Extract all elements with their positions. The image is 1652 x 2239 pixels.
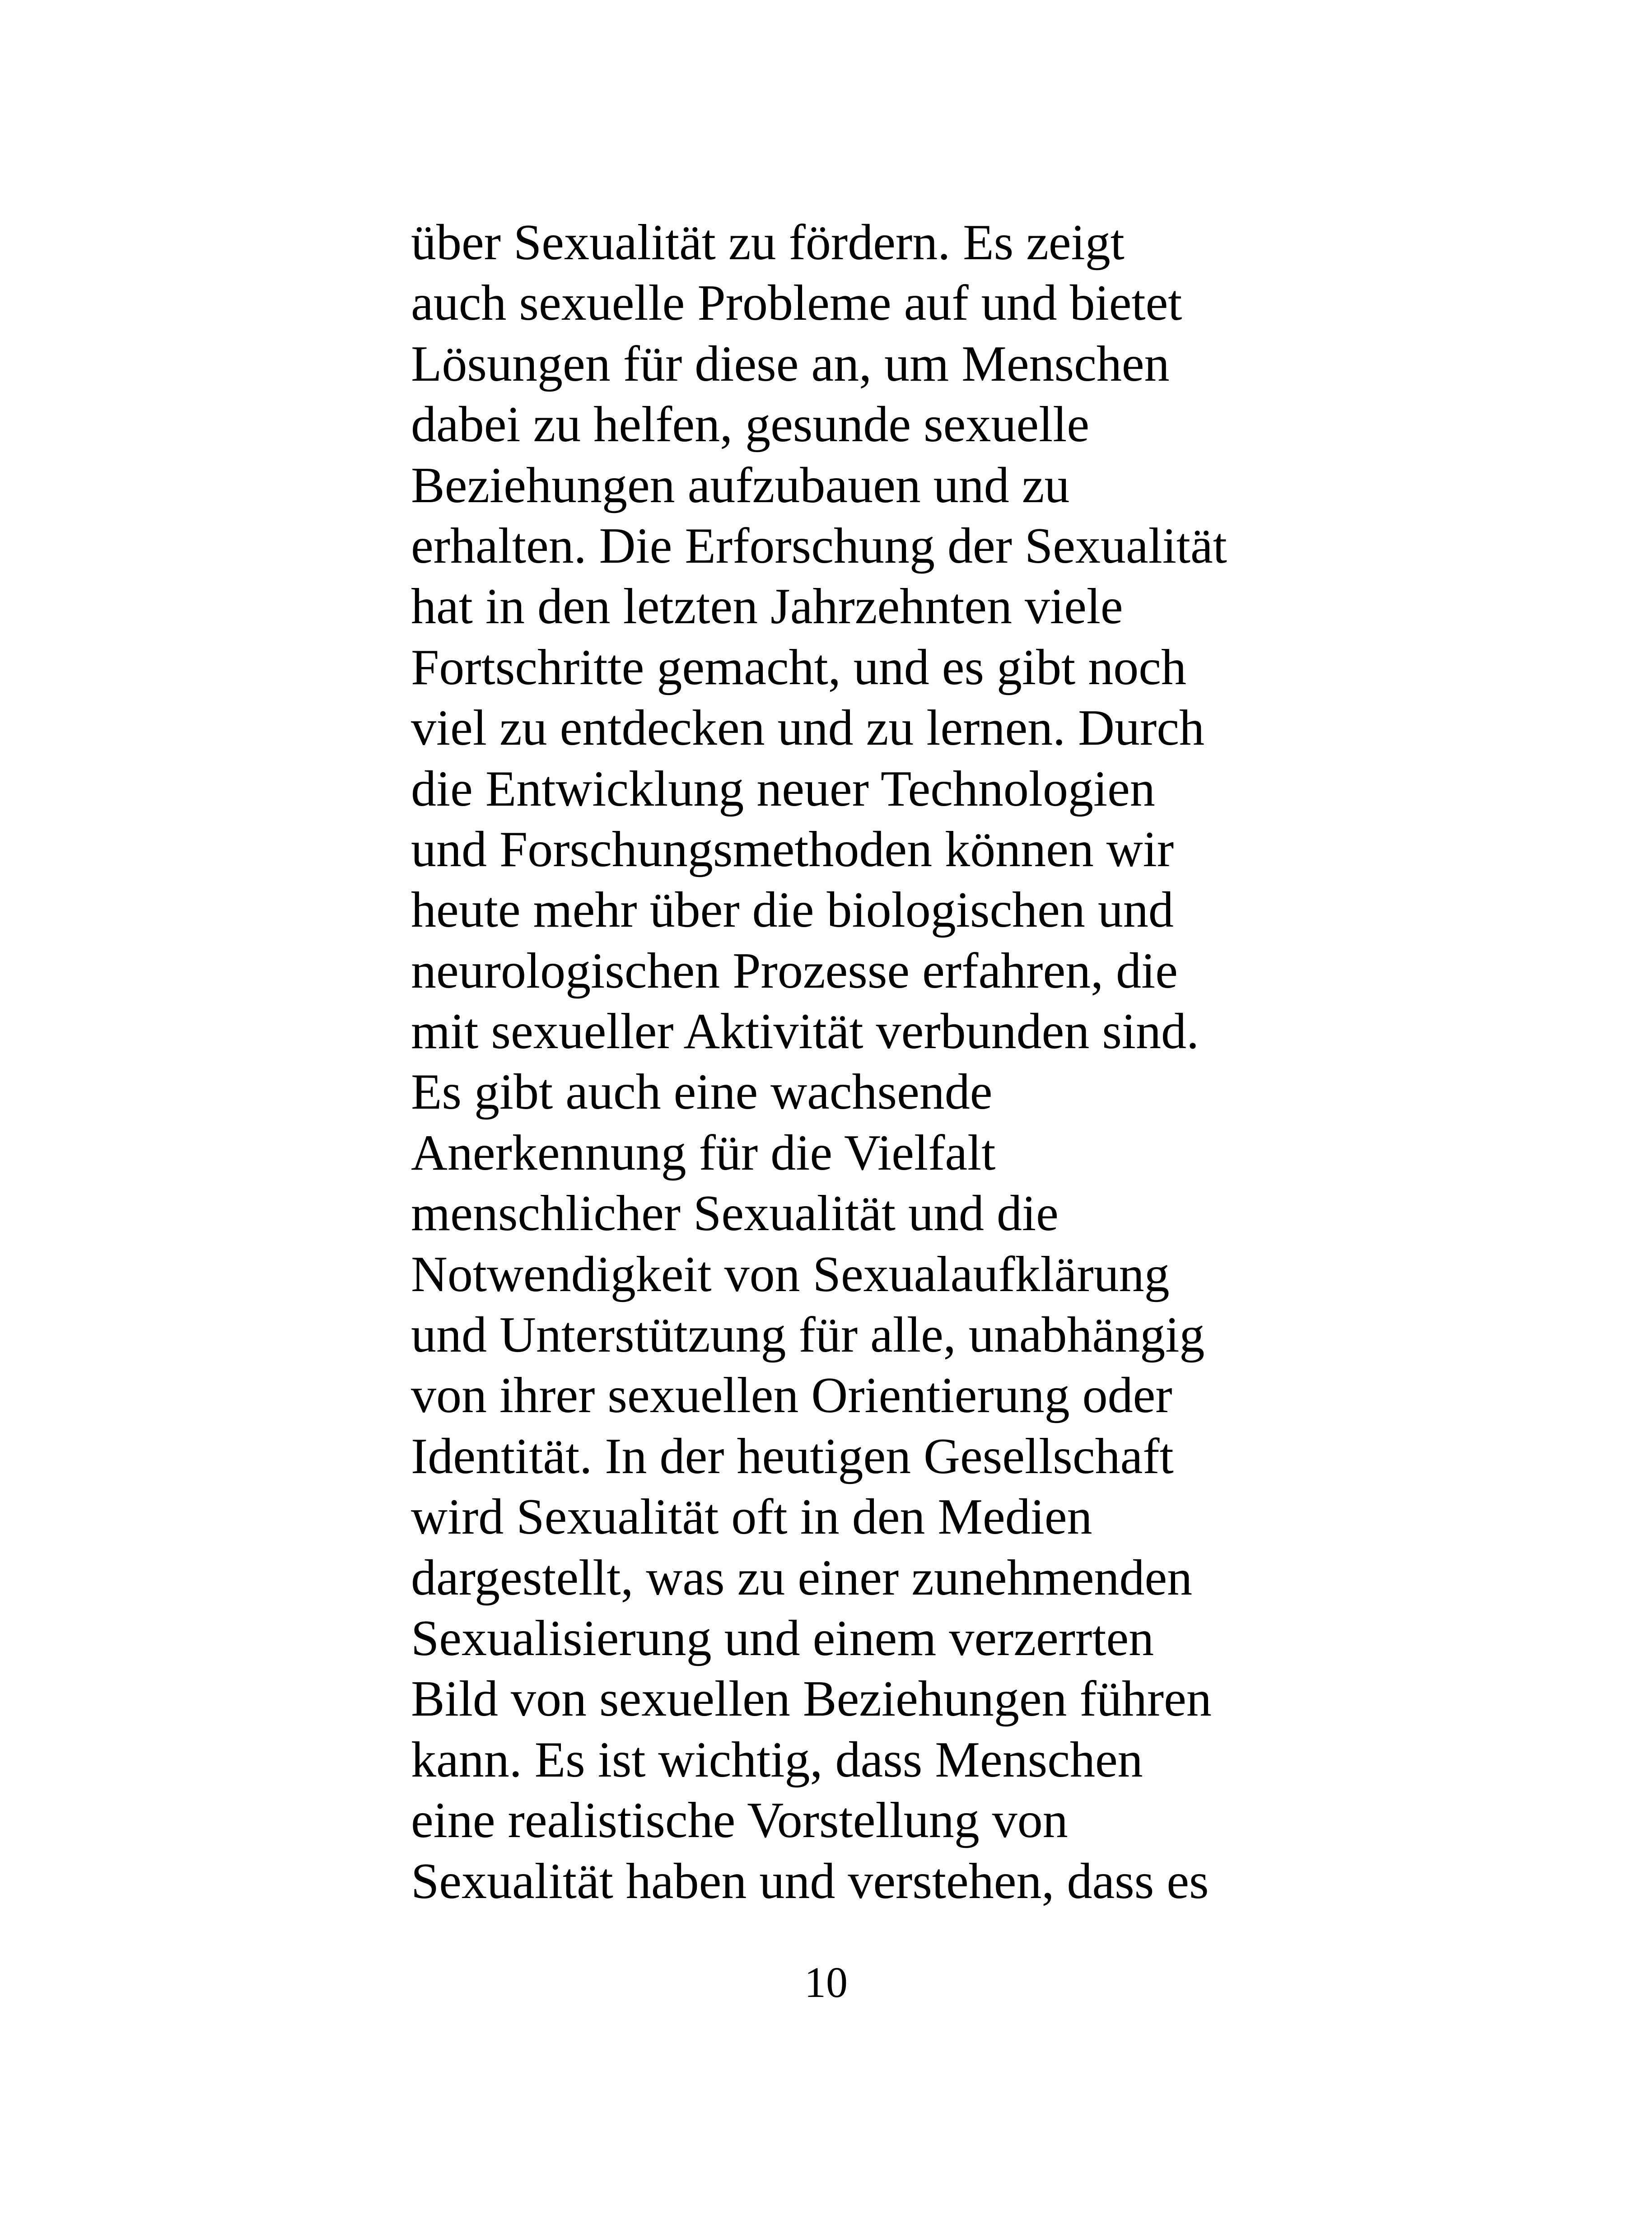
- text-line: von ihrer sexuellen Orientierung oder: [411, 1367, 1172, 1424]
- text-line: Bild von sexuellen Beziehungen führen: [411, 1671, 1212, 1727]
- text-line: die Entwicklung neuer Technologien: [411, 760, 1155, 817]
- text-line: und Unterstützung für alle, unabhängig: [411, 1307, 1205, 1363]
- text-line: Anerkennung für die Vielfalt: [411, 1124, 996, 1181]
- text-line: neurologischen Prozesse erfahren, die: [411, 942, 1178, 999]
- text-line: Notwendigkeit von Sexualaufklärung: [411, 1246, 1170, 1302]
- text-line: erhalten. Die Erforschung der Sexualität: [411, 518, 1227, 574]
- text-line: wird Sexualität oft in den Medien: [411, 1489, 1092, 1545]
- text-line: viel zu entdecken und zu lernen. Durch: [411, 700, 1205, 756]
- text-line: mit sexueller Aktivität verbunden sind.: [411, 1003, 1199, 1060]
- text-line: Beziehungen aufzubauen und zu: [411, 457, 1070, 513]
- text-line: kann. Es ist wichtig, dass Menschen: [411, 1731, 1143, 1788]
- text-line: und Forschungsmethoden können wir: [411, 821, 1174, 877]
- text-line: auch sexuelle Probleme auf und bietet: [411, 275, 1182, 331]
- text-line: dargestellt, was zu einer zunehmenden: [411, 1549, 1193, 1606]
- body-text: [411, 212, 1314, 1912]
- text-line: heute mehr über die biologischen und: [411, 882, 1174, 938]
- text-line: Lösungen für diese an, um Menschen: [411, 336, 1170, 392]
- text-line: menschlicher Sexualität und die: [411, 1185, 1059, 1242]
- text-line: dabei zu helfen, gesunde sexuelle: [411, 396, 1090, 453]
- text-line: Es gibt auch eine wachsende: [411, 1064, 993, 1120]
- text-line: über Sexualität zu fördern. Es zeigt: [411, 215, 1125, 271]
- text-line: eine realistische Vorstellung von: [411, 1792, 1068, 1849]
- text-line: hat in den letzten Jahrzehnten viele: [411, 578, 1123, 635]
- text-line: Identität. In der heutigen Gesellschaft: [411, 1428, 1174, 1484]
- text-line: Fortschritte gemacht, und es gibt noch: [411, 639, 1186, 695]
- text-line: Sexualisierung und einem verzerrten: [411, 1610, 1154, 1666]
- page-number: 10: [804, 1958, 848, 2006]
- text-line: Sexualität haben und verstehen, dass es: [411, 1853, 1209, 1909]
